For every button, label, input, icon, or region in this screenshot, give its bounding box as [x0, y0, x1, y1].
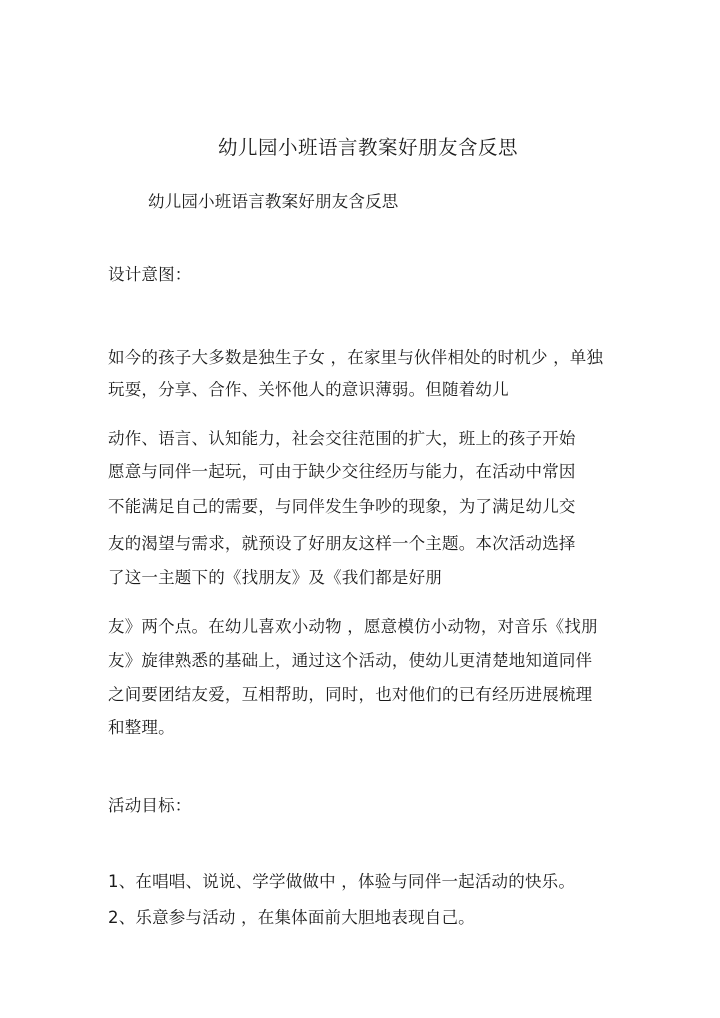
goal-item-1: 1、在唱唱、说说、学学做做中 ，体验与同伴一起活动的快乐。 — [108, 872, 576, 891]
closing-line-2: 友》旋律熟悉的基础上，通过这个活动，使幼儿更清楚地知道同伴 — [108, 651, 593, 670]
closing-line-3: 之间要团结友爱，互相帮助，同时，也对他们的已有经历进展梳理 — [108, 685, 593, 704]
activity-goals-heading: 活动目标： — [108, 796, 192, 815]
document-title: 幼儿园小班语言教案好朋友含反思 — [218, 136, 519, 159]
closing-line-4: 和整理。 — [108, 718, 175, 737]
intro-line-1: 如今的孩子大多数是独生子女 ，在家里与伙伴相处的时机少 ，单独 — [108, 348, 604, 367]
closing-line-1: 友》两个点。在幼儿喜欢小动物 ，愿意模仿小动物，对音乐《找朋 — [108, 617, 598, 636]
middle-line-3: 不能满足自己的需要，与同伴发生争吵的现象，为了满足幼儿交 — [108, 497, 576, 516]
design-intent-heading: 设计意图： — [108, 265, 192, 284]
intro-line-2: 玩耍，分享、合作、关怀他人的意识薄弱。但随着幼儿 — [108, 380, 509, 399]
middle-line-5: 了这一主题下的《找朋友》及《我们都是好朋 — [108, 568, 442, 587]
middle-line-1: 动作、语言、认知能力，社会交往范围的扩大，班上的孩子开始 — [108, 429, 576, 448]
middle-line-2: 愿意与同伴一起玩，可由于缺少交往经历与能力，在活动中常因 — [108, 462, 576, 481]
middle-line-4: 友的渴望与需求，就预设了好朋友这样一个主题。本次活动选择 — [108, 534, 576, 553]
document-subtitle: 幼儿园小班语言教案好朋友含反思 — [148, 192, 399, 211]
goal-item-2: 2、乐意参与活动 ，在集体面前大胆地表现自己。 — [108, 908, 475, 927]
